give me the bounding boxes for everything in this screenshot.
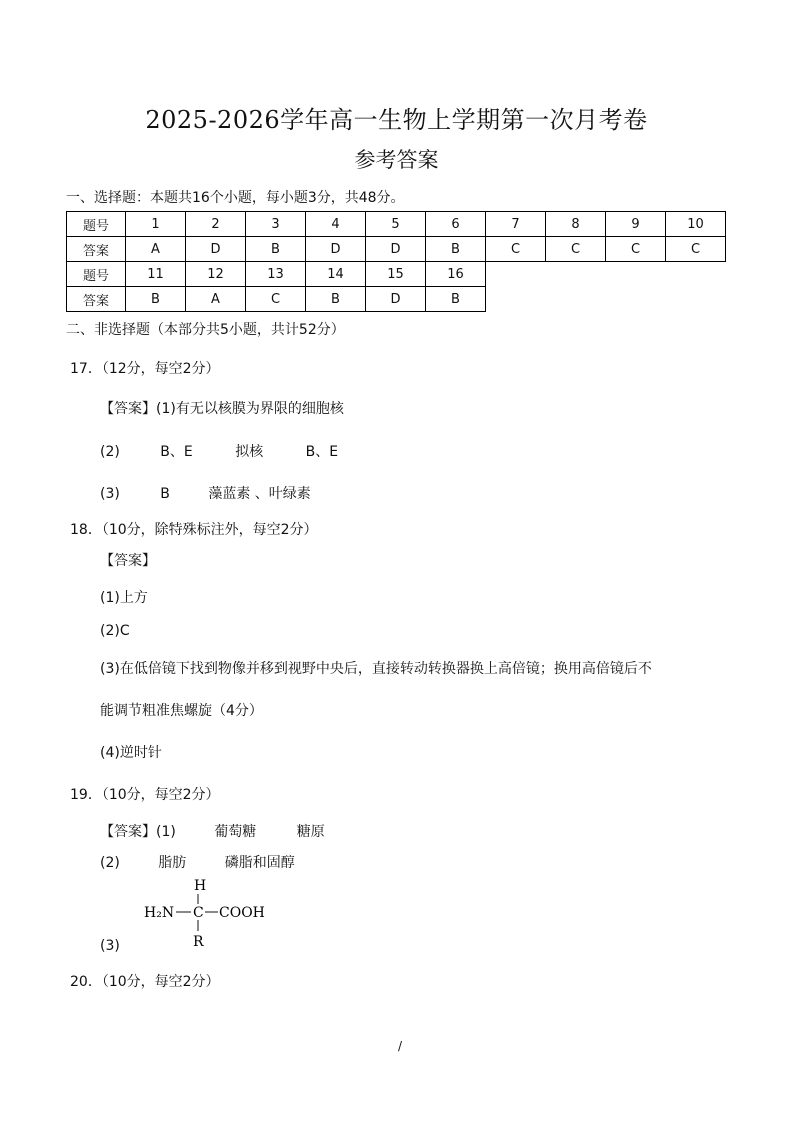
table-cell: D	[366, 287, 426, 312]
table-cell: C	[666, 237, 726, 262]
table-cell: 3	[246, 212, 306, 237]
q17-part1: (1)有无以核膜为界限的细胞核	[156, 401, 344, 417]
q18-part1: (1)上方	[100, 590, 148, 606]
table-cell: C	[546, 237, 606, 262]
table-cell: 1	[126, 212, 186, 237]
table-cell: B	[126, 287, 186, 312]
q20-header: 20．（10分，每空2分）	[70, 974, 220, 990]
answer-value: 脂肪	[158, 855, 187, 871]
formula-bottom-group: R	[193, 934, 204, 950]
q19-part2	[100, 852, 295, 872]
table-cell: A	[186, 287, 246, 312]
section2-heading: 二、非选择题（本部分共5小题，共计52分）	[66, 322, 345, 338]
q19-part3: (3)	[100, 938, 120, 954]
table-row	[67, 287, 726, 312]
amino-acid-structure-formula	[142, 876, 272, 950]
answer-value: 拟核	[235, 444, 264, 460]
document-subtitle: 参考答案	[354, 148, 439, 172]
table-cell: 题号	[67, 212, 126, 237]
answer-table	[66, 211, 726, 312]
table-cell: 13	[246, 262, 306, 287]
q17-part3	[100, 483, 311, 503]
q19-header: 19．（10分，每空2分）	[70, 787, 220, 803]
answer-tag: 【答案】	[100, 824, 156, 840]
page-number: /	[398, 1039, 403, 1053]
table-cell: B	[426, 287, 486, 312]
q18-header: 18．（10分，除特殊标注外，每空2分）	[70, 522, 318, 538]
table-cell: 10	[666, 212, 726, 237]
q18-part2: (2)C	[100, 623, 130, 639]
answer-value: 藻蓝素 、叶绿素	[208, 486, 311, 502]
table-cell: 8	[546, 212, 606, 237]
answer-tag: 【答案】	[100, 553, 156, 569]
table-cell: C	[606, 237, 666, 262]
document-title: 2025-2026学年高一生物上学期第一次月考卷	[145, 106, 648, 134]
table-cell: D	[306, 237, 366, 262]
table-row	[67, 237, 726, 262]
table-cell: 答案	[67, 287, 126, 312]
q17-part2	[100, 441, 338, 461]
q17-header: 17．（12分，每空2分）	[70, 361, 220, 377]
part-number: (2)	[100, 444, 120, 460]
table-cell: B	[426, 237, 486, 262]
part-number: (3)	[100, 486, 120, 502]
part-number: (2)	[100, 855, 120, 871]
answer-value: 葡萄糖	[214, 824, 257, 840]
formula-top-atom: H	[194, 878, 207, 894]
table-cell: 11	[126, 262, 186, 287]
section1-heading: 一、选择题：本题共16个小题，每小题3分，共48分。	[66, 190, 405, 206]
table-cell: 9	[606, 212, 666, 237]
table-cell: 题号	[67, 262, 126, 287]
answer-tag: 【答案】	[100, 401, 156, 417]
table-cell: 7	[486, 212, 546, 237]
table-cell: 14	[306, 262, 366, 287]
table-cell: 16	[426, 262, 486, 287]
answer-value: 磷脂和固醇	[224, 855, 295, 871]
table-cell: 15	[366, 262, 426, 287]
table-cell: 4	[306, 212, 366, 237]
q18-part3-line1: (3)在低倍镜下找到物像并移到视野中央后，直接转动转换器换上高倍镜；换用高倍镜后不	[100, 661, 652, 677]
q19-part1	[100, 821, 325, 841]
formula-center-atom: C	[193, 905, 204, 921]
table-cell: 答案	[67, 237, 126, 262]
q18-part4: (4)逆时针	[100, 745, 162, 761]
table-row	[67, 262, 726, 287]
table-cell: 6	[426, 212, 486, 237]
table-cell: 5	[366, 212, 426, 237]
table-cell: A	[126, 237, 186, 262]
formula-left-group: H₂N	[144, 905, 175, 921]
answer-value: B、E	[305, 444, 339, 460]
q18-part3-line2: 能调节粗准焦螺旋（4分）	[100, 703, 263, 719]
q17-answer-line	[100, 398, 344, 418]
table-row	[67, 212, 726, 237]
table-cell: D	[366, 237, 426, 262]
table-cell: 12	[186, 262, 246, 287]
table-cell: C	[246, 287, 306, 312]
answer-value: 糖原	[296, 824, 325, 840]
formula-right-group: COOH	[219, 905, 265, 921]
table-cell: B	[306, 287, 366, 312]
table-cell: D	[186, 237, 246, 262]
answer-value: B	[160, 486, 170, 502]
answer-value: B、E	[160, 444, 193, 460]
part-number: (1)	[156, 824, 176, 840]
table-cell: C	[486, 237, 546, 262]
table-cell: 2	[186, 212, 246, 237]
table-cell: B	[246, 237, 306, 262]
